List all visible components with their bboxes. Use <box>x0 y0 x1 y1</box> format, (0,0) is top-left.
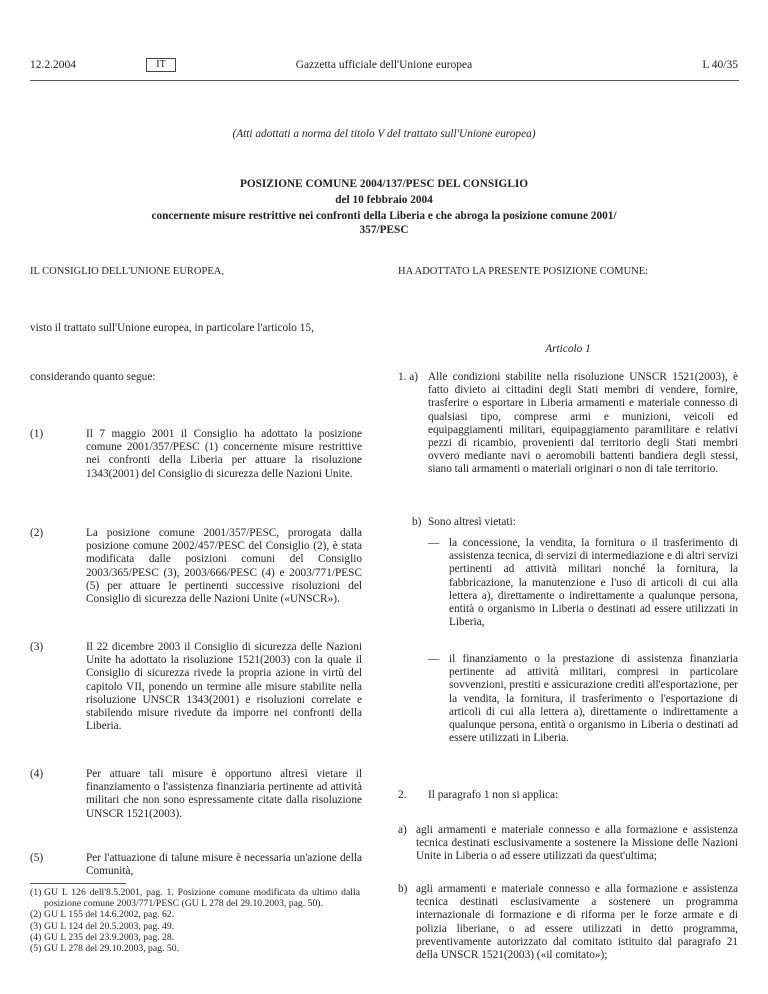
footnote-text: GU L 124 del 20.5.2003, pag. 49. <box>44 920 175 932</box>
footnote-mark: (5) <box>30 943 42 955</box>
recital-number: (4) <box>30 768 44 780</box>
footnote-mark: (3) <box>30 920 42 932</box>
dash-item: il finanziamento o la prestazione di assistenza finanziaria pertinente ad attività militari, compresi in particolare sovvenzioni, prestiti e assicurazione crediti all'esportazione, per la vendita, la fornitura, il trasferimento o l'esportazione di articoli di cui alla lettera a), direttamente o indirettamente a qualunque persona, entità o organismo in Liberia o destinati ad essere utilizzati in Liberia. <box>449 653 738 745</box>
paragraph-1b: Sono altresì vietati: <box>428 516 516 528</box>
footnote-text: GU L 126 dell'8.5.2001, pag. 1. Posizione comune modificata da ultimo dalla posizione comune 2003/771/PESC (GU L 278 del 29.10.2003, pag. 50). <box>44 887 360 910</box>
article-heading: Articolo 1 <box>545 343 591 355</box>
header-rule <box>30 80 739 81</box>
paragraph-label: b) <box>398 883 408 895</box>
dash-item: la concessione, la vendita, la fornitura o il trasferimento di assistenza tecnica, di servizi di intermediazione e di altri servizi pertinenti ad attività militari nonché la fornitura, la fabbricazione, la manutenzione e l'uso di articoli di cui alla lettera a), direttamente o indirettamente a qualunque persona, entità o organismo in Liberia o destinati ad essere utilizzati in Liberia, <box>449 537 738 629</box>
footnote-text: GU L 155 del 14.6.2002, pag. 62. <box>44 909 175 921</box>
preamble-note: (Atti adottati a norma del titolo V del trattato sull'Unione europea) <box>232 128 536 140</box>
paragraph-label: 1. a) <box>398 371 419 383</box>
document-title: POSIZIONE COMUNE 2004/137/PESC DEL CONSIGLIO <box>239 178 529 190</box>
document-subject: concernente misure restrittive nei confronti della Liberia e che abroga la posizione comune 2001/ <box>151 210 617 222</box>
page-reference: L 40/35 <box>702 59 738 71</box>
recital-text: Il 22 dicembre 2003 il Consiglio di sicurezza delle Nazioni Unite ha adottato la risoluzione 1521(2003) con la quale il Consiglio di sicurezza rivede la propria azione in virtù del capitolo VII, ponendo un termine alle misure stabilite nella risoluzione UNSCR 1343(2001) e risoluzioni correlate e stabilendo misure rivedute da imporre nei confronti della Liberia. <box>86 641 362 733</box>
recital-text: Per l'attuazione di talune misure è necessaria un'azione della Comunità, <box>86 852 362 878</box>
footnotes <box>30 887 360 954</box>
document-subject-cont: 357/PESC <box>359 224 409 236</box>
council-heading: IL CONSIGLIO DELL'UNIONE EUROPEA, <box>30 266 224 277</box>
document-date: del 10 febbraio 2004 <box>335 194 433 206</box>
adopted-heading: HA ADOTTATO LA PRESENTE POSIZIONE COMUNE: <box>398 266 649 277</box>
recital-number: (3) <box>30 641 44 653</box>
paragraph-label: b) <box>412 516 422 528</box>
publication-date: 12.2.2004 <box>30 59 76 71</box>
footnote-rule <box>30 883 126 884</box>
journal-title: Gazzetta ufficiale dell'Unione europea <box>295 59 473 71</box>
footnote-text: GU L 278 del 29.10.2003, pag. 50. <box>44 943 179 955</box>
footnote-mark: (4) <box>30 931 42 943</box>
recital-number: (2) <box>30 527 44 539</box>
paragraph-label: a) <box>398 824 407 836</box>
paragraph-2a: agli armamenti e materiale connesso e alla formazione e assistenza tecnica destinati esclusivamente a sostenere la Missione delle Nazioni Unite in Liberia o ad essere utilizzati da quest'ultima; <box>416 824 738 863</box>
footnote-text: GU L 235 del 23.9.2003, pag. 28. <box>44 931 175 943</box>
paragraph-1a: Alle condizioni stabilite nella risoluzione UNSCR 1521(2003), è fatto divieto ai cittadini degli Stati membri di vendere, fornire, trasferire o esportare in Liberia armamenti e materiale connesso di qualsiasi tipo, comprese armi e munizioni, veicoli ed equipaggiamenti militari, equipaggiamento paramilitare e relativi pezzi di ricambio, provenienti dal territorio degli Stati membri ovvero mediante navi o aeromobili battenti bandiera degli stessi, siano tali armamenti o materiali originari o non di tale territorio. <box>428 371 738 476</box>
dash-marker: — <box>428 537 440 549</box>
recital-text: Il 7 maggio 2001 il Consiglio ha adottato la posizione comune 2001/357/PESC (1) concernente misure restrittive nei confronti della Liberia per attuare la risoluzione 1343(2001) del Consiglio di sicurezza delle Nazioni Unite. <box>86 428 362 480</box>
recital-text: Per attuare tali misure è opportuno altresì vietare il finanziamento o l'assistenza finanziaria pertinente ad attività militari che non sono espressamente citate dalla risoluzione UNSCR 1521(2003). <box>86 768 362 820</box>
paragraph-2: Il paragrafo 1 non si applica: <box>428 789 559 801</box>
recital-number: (1) <box>30 428 44 440</box>
footnote-mark: (2) <box>30 909 42 921</box>
considerando-clause: considerando quanto segue: <box>30 371 156 383</box>
language-badge: IT <box>146 58 176 72</box>
dash-marker: — <box>428 653 440 665</box>
recital-number: (5) <box>30 852 44 864</box>
visto-clause: visto il trattato sull'Unione europea, in particolare l'articolo 15, <box>30 322 314 334</box>
footnote-mark: (1) <box>30 887 42 898</box>
paragraph-2b: agli armamenti e materiale connesso e alla formazione e assistenza tecnica destinati esclusivamente a sostenere un programma internazionale di formazione e di riforma per le forze armate e di polizia liberiane, o ad essere utilizzati in detto programma, preventivamente autorizzato dal comitato istituito dal paragrafo 21 della UNSCR 1521(2003) («il comitato»); <box>416 883 738 962</box>
recital-text: La posizione comune 2001/357/PESC, prorogata dalla posizione comune 2002/457/PESC del Consiglio (2), è stata modificata dalle posizioni comuni del Consiglio 2003/365/PESC (3), 2003/666/PESC (4) e 2003/771/PESC (5) per attuare le pertinenti successive risoluzioni del Consiglio di sicurezza delle Nazioni Unite («UNSCR»). <box>86 527 362 606</box>
paragraph-label: 2. <box>398 789 407 801</box>
